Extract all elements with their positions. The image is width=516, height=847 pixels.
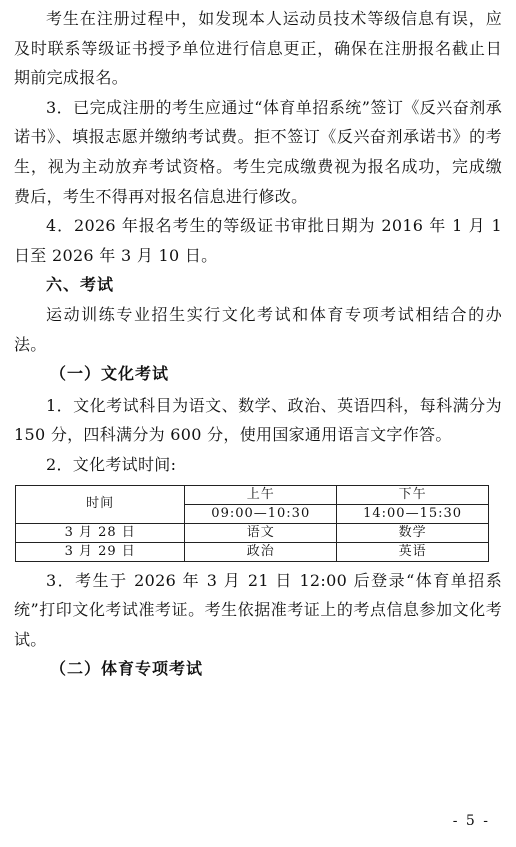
document-page xyxy=(14,0,502,684)
exam-schedule-table xyxy=(15,485,489,562)
paragraph-item-4-certificate-dates: 4．2026 年报名考生的等级证书审批日期为 2016 年 1 月 1 日至 2026 年 3 月 10 日。 xyxy=(14,216,502,265)
section-heading-exam: 六、考试 xyxy=(46,275,115,295)
table-cell-morning-subject: 语文 xyxy=(185,523,337,542)
table-cell-morning-subject: 政治 xyxy=(185,542,337,561)
table-header-afternoon: 下午 xyxy=(337,485,489,504)
table-cell-afternoon-subject: 英语 xyxy=(337,542,489,561)
page-number: - 5 - xyxy=(452,813,490,829)
subsection-heading-sports-exam: （二）体育专项考试 xyxy=(50,659,204,679)
table-cell-date: 3 月 28 日 xyxy=(16,523,185,542)
table-morning-time: 09:00—10:30 xyxy=(185,504,337,523)
table-row xyxy=(16,542,489,561)
paragraph-item-2-exam-time: 2．文化考试时间: xyxy=(46,454,177,474)
paragraph-item-1-subjects: 1．文化考试科目为语文、数学、政治、英语四科，每科满分为 150 分，四科满分为 600 分，使用国家通用语言文字作答。 xyxy=(14,395,502,445)
table-afternoon-time: 14:00—15:30 xyxy=(337,504,489,523)
table-header-time: 时间 xyxy=(16,485,185,523)
paragraph-item-3-admission-ticket: 3．考生于 2026 年 3 月 21 日 12:00 后登录“体育单招系统”打印文化考试准考证。考生依据准考证上的考点信息参加文化考试。 xyxy=(14,570,502,649)
paragraph-exam-method: 运动训练专业招生实行文化考试和体育专项考试相结合的办法。 xyxy=(14,304,502,354)
table-row xyxy=(16,523,489,542)
paragraph-item-3-payment: 3．已完成注册的考生应通过“体育单招系统”签订《反兴奋剂承诺书》、填报志愿并缴纳考试费。拒不签订《反兴奋剂承诺书》的考生，视为主动放弃考试资格。考生完成缴费视为报名成功，完成缴费后，考生不得再对报名信息进行修改。 xyxy=(14,97,502,206)
table-cell-date: 3 月 29 日 xyxy=(16,542,185,561)
table-header-morning: 上午 xyxy=(185,485,337,504)
paragraph-registration-correction: 考生在注册过程中，如发现本人运动员技术等级信息有误，应及时联系等级证书授予单位进行信息更正，确保在注册报名截止日期前完成报名。 xyxy=(14,9,502,88)
subsection-heading-cultural-exam: （一）文化考试 xyxy=(50,364,170,384)
table-cell-afternoon-subject: 数学 xyxy=(337,523,489,542)
